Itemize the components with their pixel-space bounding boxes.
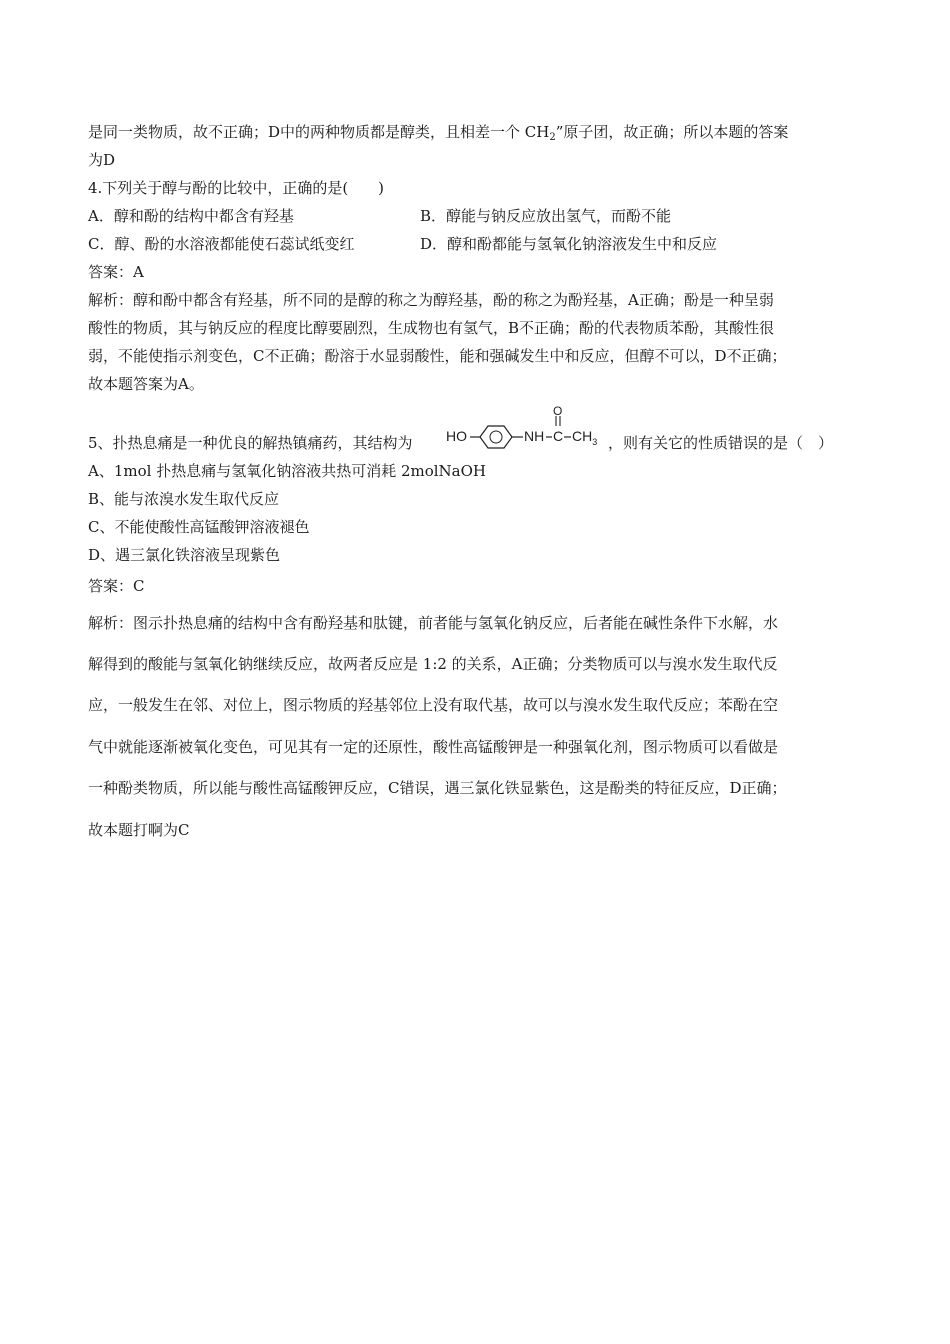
- question-5-analysis-line: 一种酚类物质，所以能与酸性高锰酸钾反应，C错误，遇三氯化铁显紫色，这是酚类的特征反应，D正确；: [88, 779, 787, 797]
- question-4-option-c: C．醇、酚的水溶液都能使石蕊试纸变红: [88, 235, 355, 253]
- question-4-option-a: A．醇和酚的结构中都含有羟基: [88, 207, 294, 225]
- question-4-stem: 4.下列关于醇与酚的比较中，正确的是( ): [88, 179, 385, 197]
- question-4-analysis-line: 酸性的物质，其与钠反应的程度比醇要剧烈，生成物也有氢气，B不正确；酚的代表物质苯酚，其酸性很: [88, 319, 775, 337]
- question-5-analysis-line: 故本题打啊为C: [88, 821, 190, 839]
- question-5-option-b: B、能与浓溴水发生取代反应: [88, 490, 280, 508]
- question-5-analysis-line: 解得到的酸能与氢氧化钠继续反应，故两者反应是 1:2 的关系，A正确；分类物质可以与溴水发生取代反: [88, 655, 778, 673]
- paracetamol-structure: [446, 406, 606, 456]
- question-5-stem-prefix: 5、扑热息痛是一种优良的解热镇痛药，其结构为: [88, 434, 413, 452]
- prev-answer-line-2: 为D: [88, 151, 116, 169]
- subscript: 2: [549, 132, 556, 143]
- aromatic-circle: [490, 431, 502, 443]
- structure-subscript: 3: [592, 437, 598, 447]
- structure-ch-text: CH: [572, 428, 593, 444]
- question-5-option-c: C、不能使酸性高锰酸钾溶液褪色: [88, 518, 310, 536]
- structure-o-label: O: [553, 406, 563, 418]
- question-5-option-d: D、遇三氯化铁溶液呈现紫色: [88, 546, 281, 564]
- question-5-stem-suffix: ，则有关它的性质错误的是（ ）: [608, 434, 834, 452]
- question-4-analysis-line: 解析：醇和酚中都含有羟基，所不同的是醇的称之为醇羟基，酚的称之为酚羟基，A正确；酚是一种呈弱: [88, 291, 774, 309]
- question-5-analysis-line: 应，一般发生在邻、对位上，图示物质的羟基邻位上没有取代基，故可以与溴水发生取代反应；苯酚在空: [88, 696, 779, 714]
- question-4-option-b: B．醇能与钠反应放出氢气，而酚不能: [420, 207, 672, 225]
- question-5-answer: 答案：C: [88, 577, 145, 595]
- question-5-analysis-line: 气中就能逐渐被氧化变色，可见其有一定的还原性，酸性高锰酸钾是一种强氧化剂，图示物质可以看做是: [88, 738, 779, 756]
- structure-ch3-label: [572, 428, 597, 447]
- structure-ho-label: HO: [446, 428, 467, 444]
- question-5-option-a: A、1mol 扑热息痛与氢氧化钠溶液共热可消耗 2molNaOH: [88, 462, 487, 480]
- question-4-analysis-line: 故本题答案为A。: [88, 375, 204, 393]
- prev-answer-line-1: [88, 122, 788, 148]
- question-4-answer: 答案：A: [88, 263, 144, 281]
- structure-c-label: C: [553, 428, 564, 444]
- question-4-option-d: D．醇和酚都能与氢氧化钠溶液发生中和反应: [420, 235, 718, 253]
- text-run: ”原子团，故正确；所以本题的答案: [555, 123, 789, 141]
- question-5-analysis-line: 解析：图示扑热息痛的结构中含有酚羟基和肽键，前者能与氢氧化钠反应，后者能在碱性条件下水解，水: [88, 614, 779, 632]
- structure-nh-label: NH: [524, 428, 545, 444]
- question-4-analysis-line: 弱，不能使指示剂变色，C不正确；酚溶于水显弱酸性，能和强碱发生中和反应，但醇不可以，D不正确；: [88, 347, 787, 365]
- text-run: 是同一类物质，故不正确；D中的两种物质都是醇类，且相差一个 CH: [88, 123, 550, 141]
- benzene-ring: [480, 426, 512, 448]
